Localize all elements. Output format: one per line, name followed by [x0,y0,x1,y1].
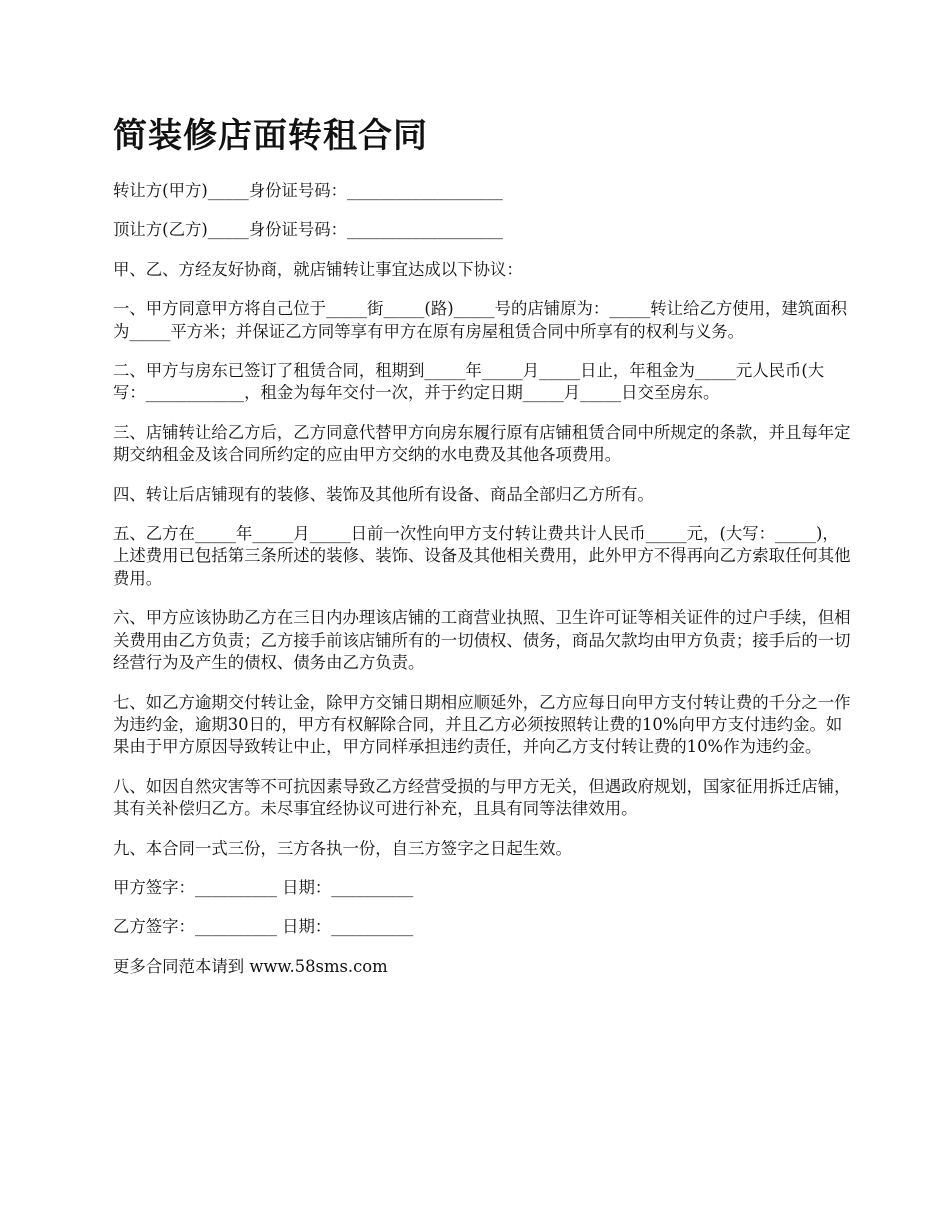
party-b-signature-line: 乙方签字：__________ 日期：__________ [113,917,414,937]
footer-more-templates: 更多合同范本请到 www.58sms.com [113,956,388,976]
agreement-intro: 甲、乙、方经友好协商，就店铺转让事宜达成以下协议： [113,259,523,279]
clause-4: 四、转让后店铺现有的装修、装饰及其他所有设备、商品全部归乙方所有。 [113,484,654,504]
party-b-line: 顶让方(乙方)_____身份证号码：___________________ [113,220,503,240]
party-a-signature-line: 甲方签字：__________ 日期：__________ [113,877,414,897]
contract-document [113,110,853,995]
clause-6: 六、甲方应该协助乙方在三日内办理该店铺的工商营业执照、卫生许可证等相关证件的过户手续，但相关费用由乙方负责；乙方接手前该店铺所有的一切债权、债务，商品欠款均由甲方负责；接手后的一切经营行为及产生的债权、债务由乙方负责。 [113,608,851,673]
clause-8: 八、如因自然灾害等不可抗因素导致乙方经营受损的与甲方无关，但遇政府规划，国家征用拆迁店铺，其有关补偿归乙方。未尽事宜经协议可进行补充，且具有同等法律效用。 [113,776,851,819]
clause-3: 三、店铺转让给乙方后，乙方同意代替甲方向房东履行原有店铺租赁合同中所规定的条款，并且每年定期交纳租金及该合同所约定的应由甲方交纳的水电费及其他各项费用。 [113,422,851,465]
clause-1: 一、甲方同意甲方将自己位于_____街_____(路)_____号的店铺原为：_____转让给乙方使用，建筑面积为_____平方米；并保证乙方同等享有甲方在原有房屋租赁合同中所享有的权利与义务。 [113,299,847,341]
clause-7: 七、如乙方逾期交付转让金，除甲方交铺日期相应顺延外，乙方应每日向甲方支付转让费的千分之一作为违约金，逾期30日的，甲方有权解除合同，并且乙方必须按照转让费的10%向甲方支付违约金。如果由于甲方原因导致转让中止，甲方同样承担违约责任，并向乙方支付转让费的10%作为违约金。 [113,692,851,757]
page-title: 简装修店面转租合同 [113,116,428,156]
clause-9: 九、本合同一式三份，三方各执一份，自三方签字之日起生效。 [113,838,572,858]
clause-5: 五、乙方在_____年_____月_____日前一次性向甲方支付转让费共计人民币_____元，(大写：_____)，上述费用已包括第三条所述的装修、装饰、设备及其他相关费用，此外甲方不得再向乙方索取任何其他费用。 [113,524,851,588]
clause-2: 二、甲方与房东已签订了租赁合同，租期到_____年_____月_____日止，年租金为_____元人民币(大写：____________，租金为每年交付一次，并于约定日期_____月_____日交至房东。 [113,361,825,403]
party-a-line: 转让方(甲方)_____身份证号码：___________________ [113,181,503,200]
